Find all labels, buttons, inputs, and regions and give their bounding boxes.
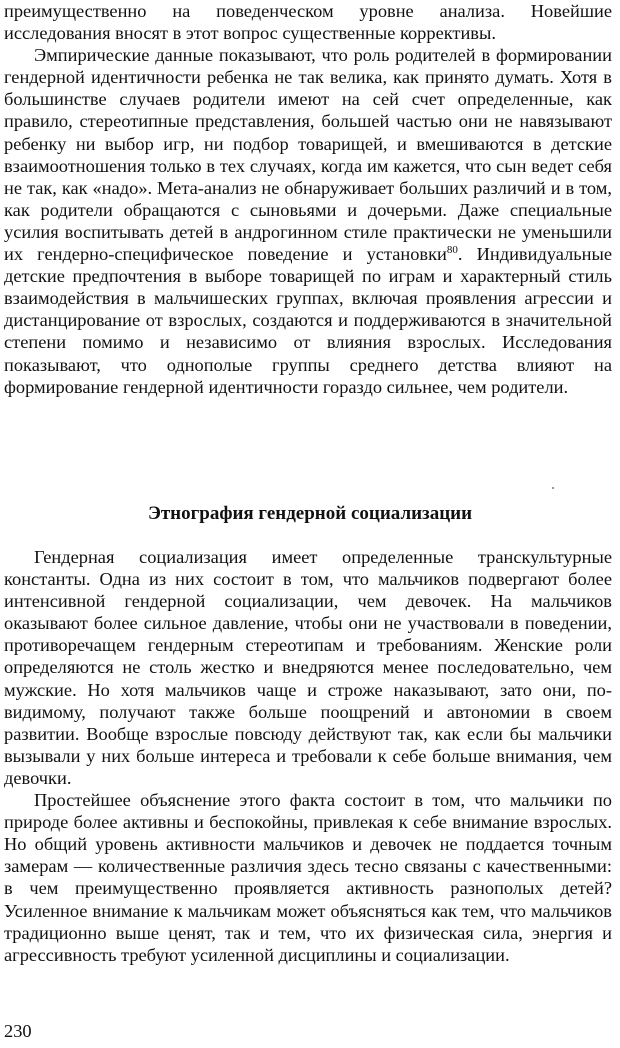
footnote-reference[interactable]: 80 — [446, 244, 458, 257]
paragraph-text-part-2: . Индивидуальные детские предпочтения в выборе товарищей по играм и характерный стиль взаимодействия в мальчишеских группах, включая проявления агрессии и дистанцирование от взрослых, создаются и поддерживаются в значительной степени помимо и независимо от влияния взрослых. Исследования показывают, что однополые группы среднего детства влияют на формирование гендерной идентичности гораздо сильнее, чем родители. — [4, 244, 612, 397]
paragraph-parents-role — [4, 44, 612, 398]
paragraph-continued: преимущественно на поведенческом уровне анализа. Новейшие исследования вносят в этот вопрос существенные коррективы. — [4, 1, 612, 44]
paragraph-gender-socialization: Гендерная социализация имеет определенные транскультурные константы. Одна из них состоит в том, что мальчиков подвергают более интенсивной гендерной социализации, чем девочек. На мальчиков оказывают более сильное давление, чтобы они не участвовали в поведении, противоречащем гендерным стереотипам и требованиям. Женские роли определяются не столь жестко и внедряются менее последовательно, чем мужские. Но хотя мальчиков чаще и строже наказывают, зато они, по-видимому, получают также больше поощрений и автономии в своем развитии. Вообще взрослые повсюду действуют так, как если бы мальчики вызывали у них больше интереса и требовали к себе больше внимания, чем девочки. — [4, 547, 612, 788]
text-block-top — [4, 0, 612, 398]
paragraph-text-part-1: Эмпирические данные показывают, что роль родителей в формировании гендерной идентичности ребенка не так велика, как принято думать. Хотя в большинстве случаев родители имеют на сей счет определенные, как правило, стереотипные представления, большей частью они не навязывают ребенку ни выбор игр, ни подбор товарищей, и вмешиваются в детские взаимоотношения только в тех случаях, когда им кажется, что сын ведет себя не так, как «надо». Мета-анализ не обнаруживает больших различий и в том, как родители обращаются с сыновьями и дочерьми. Даже специальные усилия воспитывать детей в андрогинном стиле практически не уменьшили их гендерно-специфическое поведение и установки — [4, 45, 612, 265]
scan-speck — [552, 487, 554, 489]
text-block-bottom — [4, 546, 612, 966]
section-heading: Этнография гендерной социализации — [147, 503, 473, 524]
paragraph-explanation: Простейшее объяснение этого факта состоит в том, что мальчики по природе более активны и беспокойны, привлекая к себе внимание взрослых. Но общий уровень активности мальчиков и девочек не поддается точным замерам — количественные различия здесь тесно связаны с качественными: в чем преимущественно проявляется активность разнополых детей? Усиленное внимание к мальчикам может объясняться как тем, что мальчиков традиционно выше ценят, так и тем, что их физическая сила, энергия и агрессивность требуют усиленной дисциплины и социализации. — [4, 790, 612, 965]
page-number: 230 — [4, 1021, 32, 1041]
